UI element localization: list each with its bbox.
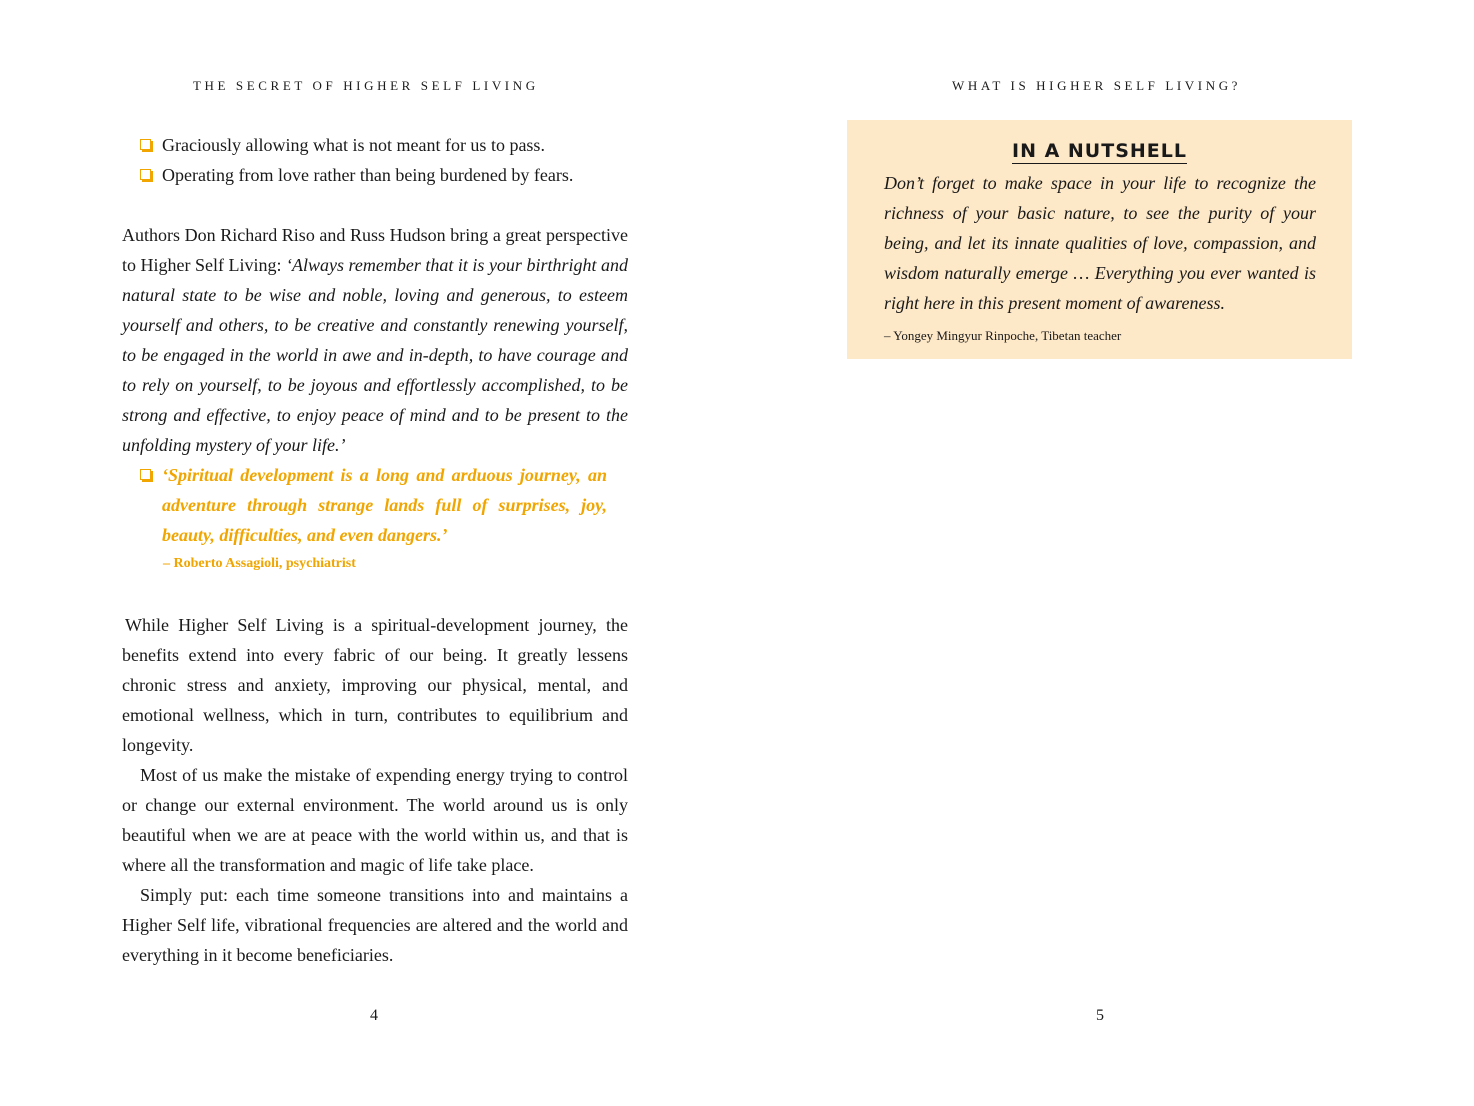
nutshell-title: IN A NUTSHELL	[1012, 140, 1187, 162]
running-head-right: WHAT IS HIGHER SELF LIVING?	[952, 78, 1242, 93]
nutshell-quote: Don’t forget to make space in your life to recognize the richness of your basic nature, to see the purity of your being, and let its innate qualities of love, compassion, and wisdom naturally emerge … Everything you ever wanted is right here in this present moment of awareness.	[884, 173, 1316, 313]
body-paragraph: While Higher Self Living is a spiritual-development journey, the benefits extend into every fabric of our being. It greatly lessens chronic stress and anxiety, improving our physical, mental, and emotional wellness, which in turn, contributes to equilibrium and longevity.	[122, 615, 628, 755]
bullet-text: Graciously allowing what is not meant for us to pass.	[162, 135, 545, 155]
list-item	[140, 130, 630, 160]
bullet-text: Operating from love rather than being burdened by fears.	[162, 165, 574, 185]
highlight-attribution: – Roberto Assagioli, psychiatrist	[163, 556, 356, 571]
authors-paragraph	[122, 220, 628, 460]
authors-paragraph-block	[122, 220, 628, 460]
highlight-quote: ‘Spiritual development is a long and arduous journey, an adventure through strange lands full of surprises, joy, beauty, difficulties, and even dangers.’	[162, 465, 607, 545]
nutshell-callout	[847, 120, 1352, 359]
right-page	[737, 0, 1474, 1106]
page-number-left: 4	[370, 1007, 378, 1024]
checkbox-bullet-icon	[140, 169, 151, 180]
highlight-quote-block	[140, 460, 610, 572]
checkbox-bullet-icon	[140, 469, 151, 480]
bullet-list	[140, 130, 630, 190]
body-paragraph: Simply put: each time someone transitions into and maintains a Higher Self life, vibrational frequencies are altered and the world and everything in it become beneficiaries.	[122, 885, 628, 965]
page-number-right: 5	[1096, 1007, 1104, 1024]
list-item	[140, 160, 630, 190]
nutshell-attribution: – Yongey Mingyur Rinpoche, Tibetan teacher	[884, 328, 1122, 343]
authors-intro: Authors Don Richard Riso and Russ Hudson bring a great perspective to Higher Self Living:	[122, 225, 628, 275]
authors-quote: ‘Always remember that it is your birthright and natural state to be wise and noble, loving and generous, to esteem yourself and others, to be creative and constantly renewing yourself, to be engaged in the world in awe and in-depth, to have courage and to rely on yourself, to be joyous and effortlessly accomplished, to be strong and effective, to enjoy peace of mind and to be present to the unfolding mystery of your life.’	[122, 255, 628, 455]
running-head-left: THE SECRET OF HIGHER SELF LIVING	[193, 78, 539, 93]
checkbox-bullet-icon	[140, 139, 151, 150]
body-paragraph: Most of us make the mistake of expending energy trying to control or change our external environment. The world around us is only beautiful when we are at peace with the world within us, and that is where all the transformation and magic of life take place.	[122, 765, 628, 875]
body-text	[122, 610, 628, 970]
